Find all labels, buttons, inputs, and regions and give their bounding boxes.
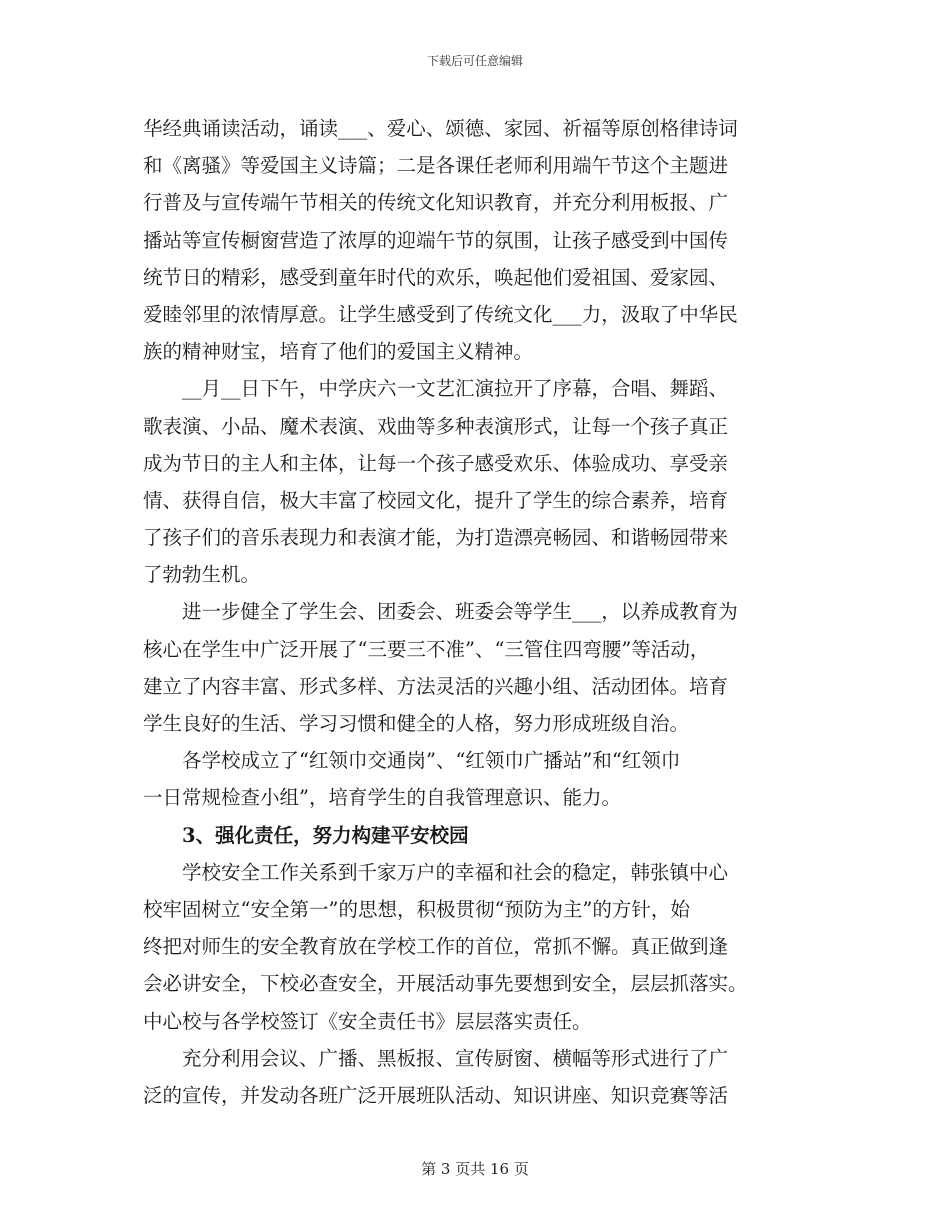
text-line: 歌表演、小品、魔术表演、戏曲等多种表演形式，让每一个孩子真正 — [143, 414, 729, 438]
text-line: 一日常规检查小组”，培育学生的自我管理意识、能力。 — [143, 786, 621, 810]
paragraph-start: 各学校成立了“红领巾交通岗”、“红领巾广播站”和“红领巾 — [182, 749, 681, 773]
text-line: 播站等宣传橱窗营造了浓厚的迎端午节的氛围，让孩子感受到中国传 — [143, 228, 729, 252]
text-line: 建立了内容丰富、形式多样、方法灵活的兴趣小组、活动团体。培育 — [143, 674, 729, 698]
text-line: 情、获得自信，极大丰富了校园文化，提升了学生的综合素养，培育 — [143, 488, 729, 512]
document-body — [143, 110, 803, 1114]
text-line: 终把对师生的安全教育放在学校工作的首位，常抓不懈。真正做到逢 — [143, 935, 729, 959]
page-footer: 第 3 页共 16 页 — [421, 1160, 529, 1178]
text-line: 族的精神财宝，培育了他们的爱国主义精神。 — [143, 340, 534, 364]
text-line: 统节日的精彩，感受到童年时代的欢乐，唤起他们爱祖国、爱家园、 — [143, 265, 729, 289]
text-line: 成为节日的主人和主体，让每一个孩子感受欢乐、体验成功、享受亲 — [143, 451, 729, 475]
text-line: 核心在学生中广泛开展了“三要三不准”、“三管住四弯腰”等活动， — [143, 637, 710, 661]
paragraph-start: 学校安全工作关系到千家万户的幸福和社会的稳定，韩张镇中心 — [182, 860, 729, 884]
text-line: 了孩子们的音乐表现力和表演才能，为打造漂亮畅园、和谐畅园带来 — [143, 526, 729, 550]
text-line: 中心校与各学校签订《安全责任书》层层落实责任。 — [143, 1009, 592, 1033]
text-line: 学生良好的生活、学习习惯和健全的人格，努力形成班级自治。 — [143, 712, 690, 735]
text-line: 和《离骚》等爱国主义诗篇；二是各课任老师利用端午节这个主题进 — [143, 154, 729, 178]
text-line: 会必讲安全，下校必查安全，开展活动事先要想到安全，层层抓落实。 — [143, 972, 748, 996]
text-line: 泛的宣传，并发动各班广泛开展班队活动、知识讲座、知识竞赛等活 — [143, 1083, 729, 1107]
text-line: 了勃勃生机。 — [143, 563, 261, 587]
text-line: 爱睦邻里的浓情厚意。让学生感受到了传统文化___力，汲取了中华民 — [143, 302, 738, 326]
text-line: 华经典诵读活动，诵读___、爱心、颂德、家园、祈福等原创格律诗词 — [143, 117, 738, 140]
paragraph-start: 进一步健全了学生会、团委会、班委会等学生___，以养成教育为 — [182, 600, 738, 624]
paragraph-start: __月__日下午，中学庆六一文艺汇演拉开了序幕，合唱、舞蹈、 — [182, 377, 729, 401]
text-line: 校牢固树立“安全第一”的思想，积极贯彻“预防为主”的方针，始 — [143, 897, 690, 921]
page-header: 下载后可任意编辑 — [426, 54, 523, 68]
paragraph-start: 充分利用会议、广播、黑板报、宣传厨窗、横幅等形式进行了广 — [182, 1046, 729, 1070]
section-heading: 3、强化责任，努力构建平安校园 — [182, 823, 469, 847]
text-line: 行普及与宣传端午节相关的传统文化知识教育，并充分利用板报、广 — [143, 191, 729, 215]
